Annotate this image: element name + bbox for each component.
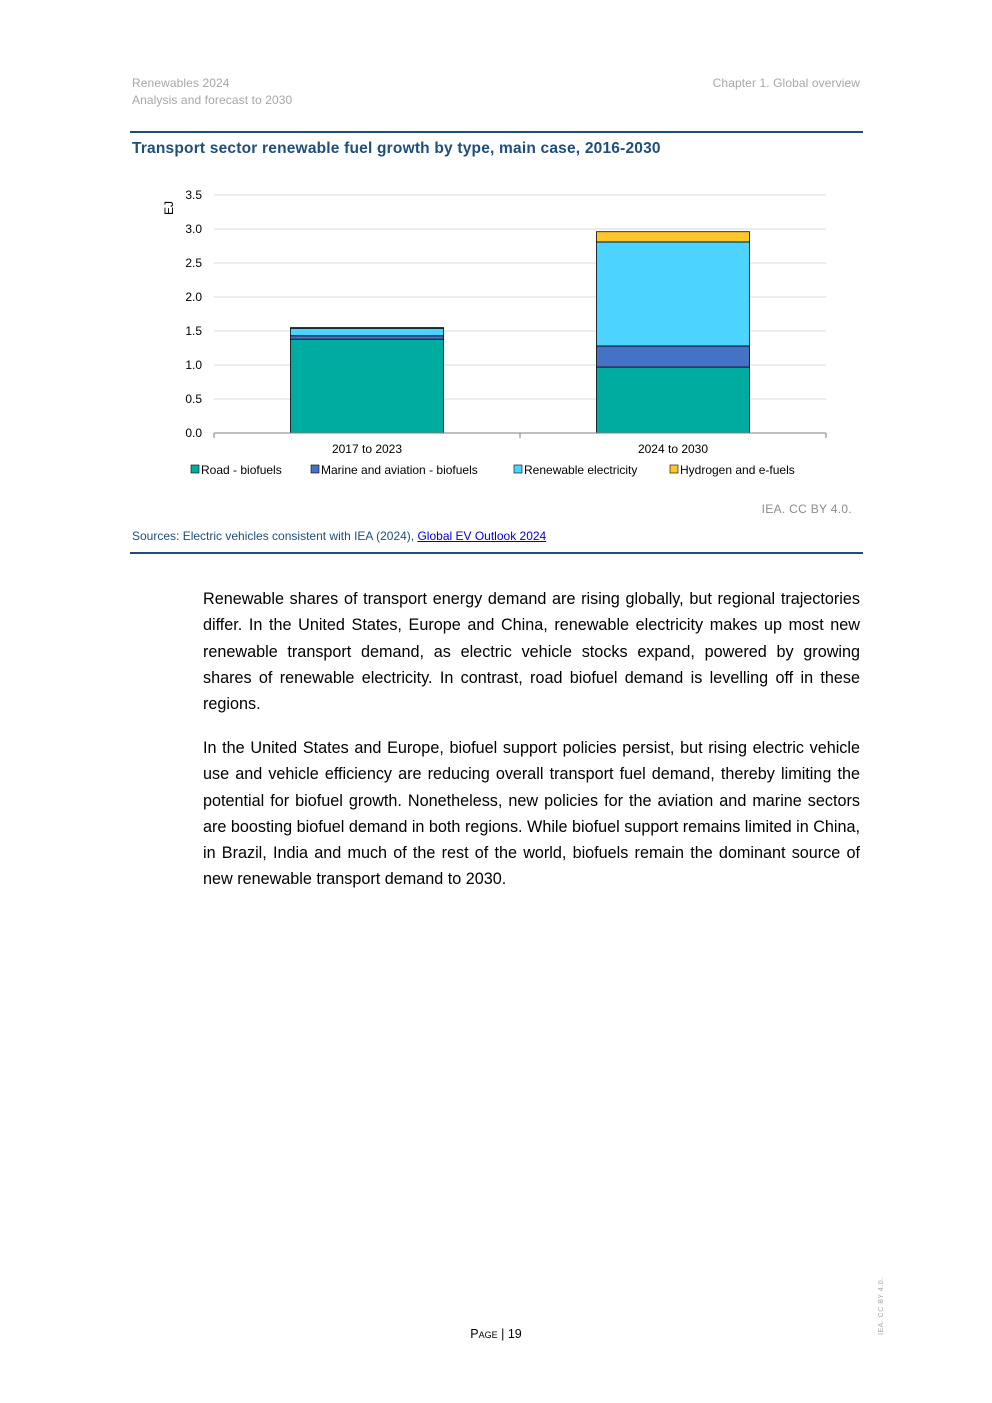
x-tick-label: 2024 to 2030 <box>637 442 709 456</box>
figure-sources <box>132 529 546 543</box>
bar-segment <box>291 328 444 335</box>
legend-label: Hydrogen and e-fuels <box>680 463 795 477</box>
legend-swatch <box>191 465 199 473</box>
sources-link[interactable]: Global EV Outlook 2024 <box>417 529 547 543</box>
report-title: Renewables 2024 <box>132 76 230 90</box>
paragraph-1: Renewable shares of transport energy demand are rising globally, but regional trajectories differ. In the United States, Europe and China, renewable electricity makes up most new renewable transport demand, as electric vehicle stocks expand, powered by growing shares of renewable electricity. In contrast, road biofuel demand is levelling off in these regions. <box>203 590 860 714</box>
y-tick-label: 0.5 <box>185 392 202 406</box>
x-axis <box>214 433 826 438</box>
bar-segment <box>597 232 750 242</box>
page-number-value: 19 <box>507 1327 522 1341</box>
legend-swatch <box>514 465 522 473</box>
page-label: Page <box>470 1327 498 1341</box>
chapter-header: Chapter 1. Global overview <box>712 76 860 90</box>
legend-swatch <box>311 465 319 473</box>
bar-segment <box>597 242 750 346</box>
figure-title: Transport sector renewable fuel growth by type, main case, 2016-2030 <box>132 140 661 157</box>
running-header-left <box>132 75 292 109</box>
figure-bottom-rule <box>130 552 863 554</box>
y-tick-label: 1.0 <box>185 358 202 372</box>
legend-swatch <box>670 465 678 473</box>
y-tick-label: 0.0 <box>185 426 202 440</box>
bar-segment <box>291 328 444 329</box>
x-axis-tick-labels <box>332 442 708 456</box>
sources-text: Sources: Electric vehicles consistent with IEA (2024), <box>132 529 418 543</box>
legend-label: Marine and aviation - biofuels <box>321 463 478 477</box>
paragraph-2: In the United States and Europe, biofuel support policies persist, but rising electric vehicle use and vehicle efficiency are reducing overall transport fuel demand, thereby limiting the potential for biofuel growth. Nonetheless, new policies for the aviation and marine sectors are boosting biofuel demand in both regions. While biofuel support remains limited in China, in Brazil, India and much of the rest of the world, biofuels remain the dominant source of new renewable transport demand to 2030. <box>203 739 860 889</box>
x-tick-label: 2017 to 2023 <box>331 442 403 456</box>
y-tick-label: 2.5 <box>185 256 202 270</box>
page-number <box>0 1327 992 1341</box>
stacked-bar-chart <box>150 180 840 490</box>
legend-label: Road - biofuels <box>201 463 282 477</box>
page-separator: | <box>497 1327 508 1341</box>
legend-label: Renewable electricity <box>524 463 638 477</box>
bars <box>291 232 750 433</box>
y-axis-ticks <box>185 188 202 440</box>
bar-segment <box>291 339 444 433</box>
y-tick-label: 2.0 <box>185 290 202 304</box>
report-subtitle: Analysis and forecast to 2030 <box>132 93 293 107</box>
figure-top-rule <box>130 131 863 133</box>
y-tick-label: 3.0 <box>185 222 202 236</box>
bar-segment <box>291 336 444 339</box>
y-tick-label: 3.5 <box>185 188 202 202</box>
bar-segment <box>597 367 750 433</box>
y-axis-label: EJ <box>162 200 176 216</box>
bar-segment <box>597 346 750 367</box>
y-tick-label: 1.5 <box>185 324 202 338</box>
figure-credit: IEA. CC BY 4.0. <box>761 502 852 516</box>
side-credit: IEA. CC BY 4.0. <box>878 1277 885 1335</box>
legend <box>191 463 795 477</box>
